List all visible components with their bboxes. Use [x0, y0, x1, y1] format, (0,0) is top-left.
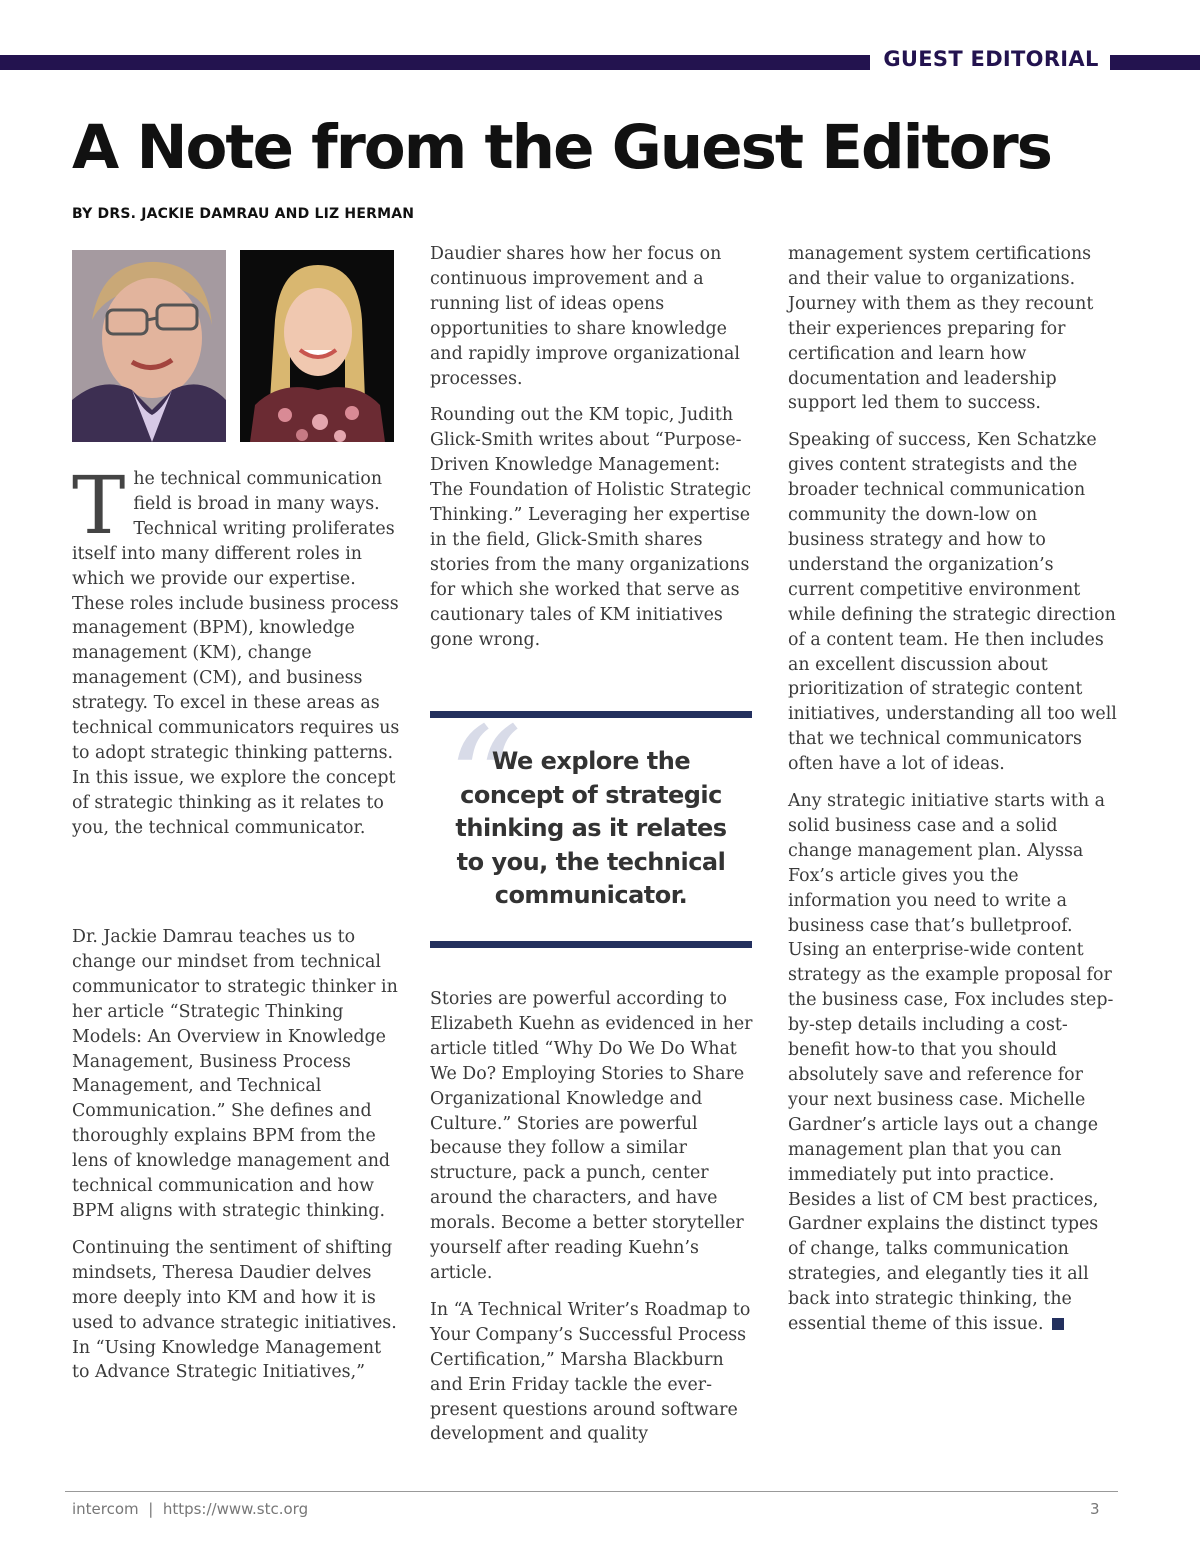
- byline: BY DRS. JACKIE DAMRAU AND LIZ HERMAN: [72, 206, 415, 222]
- portrait-illustration-2: [240, 250, 394, 442]
- paragraph-blackburn-friday: In “A Technical Writer’s Roadmap to Your Company’s Successful Process Certification,” Marsha Blackburn and Erin Friday tackle the ever-present questions around software development and quality: [430, 1299, 751, 1445]
- publication-name: intercom: [72, 1500, 139, 1518]
- pull-quote: We explore the concept of strategic thinking as it relates to you, the technical communicator.: [455, 747, 727, 909]
- section-label: GUEST EDITORIAL: [883, 47, 1099, 71]
- paragraph-fox-gardner: [788, 789, 1118, 1337]
- paragraph-certification-continued: management system certifications and their value to organizations. Journey with them as they recount their experiences preparing for certification and learn how documentation and leadership support led them to success.: [788, 244, 1094, 414]
- paragraph-schatzke: Speaking of success, Ken Schatzke gives content strategists and the broader technical communication community the down-low on business strategy and how to understand the organization’s current competitive environment while defining the strategic direction of a content team. He then includes an excellent discussion about prioritization of strategic content initiatives, understanding all too well that we technical communicators often have a lot of ideas.: [788, 430, 1117, 775]
- body-column-2-bottom: [430, 987, 755, 1459]
- paragraph-kuehn: Stories are powerful according to Elizabeth Kuehn as evidenced in her article titled “Why Do We Do What We Do? Employing Stories to Share Organizational Knowledge and Culture.” Stories are powerful because they follow a similar structure, pack a punch, center around the characters, and have morals. Become a better storyteller yourself after reading Kuehn’s article.: [430, 989, 753, 1283]
- author-photo-damrau: [72, 250, 226, 442]
- page-number: 3: [1090, 1500, 1100, 1518]
- body-column-3: [788, 242, 1118, 1349]
- drop-cap: T: [72, 459, 126, 552]
- footer-left: [72, 1500, 308, 1518]
- pull-quote-rule-bottom: [430, 941, 752, 948]
- paragraph-intro-text: he technical communication field is broad in many ways. Technical writing proliferates itself into many different roles in which we provide our expertise. These roles include business process management (BPM), knowledge management (KM), change management (CM), and business strategy. To excel in these areas as technical communicators requires us to adopt strategic thinking patterns. In this issue, we explore the concept of strategic thinking as it relates to you, the technical communicator.: [72, 469, 400, 838]
- paragraph-glick-smith: Rounding out the KM topic, Judith Glick-Smith writes about “Purpose-Driven Knowledge Management: The Foundation of Holistic Strategic Thinking.” Leveraging her expertise in the field, Glick-Smith shares stories from the many organizations for which she worked that serve as cautionary tales of KM initiatives gone wrong.: [430, 405, 752, 650]
- end-of-article-icon: [1052, 1318, 1064, 1330]
- header-rule-left: [0, 55, 870, 70]
- body-column-2-top: [430, 242, 755, 665]
- paragraph-daudier-continued: Daudier shares how her focus on continuous improvement and a running list of ideas opens opportunities to share knowledge and rapidly improve organizational processes.: [430, 244, 740, 389]
- body-column-1-top: [72, 459, 400, 853]
- quote-mark-icon: “: [446, 696, 523, 870]
- paragraph-fox-gardner-text: Any strategic initiative starts with a solid business case and a solid change management plan. Alyssa Fox’s article gives you the information you need to write a business case that’s bulletproof. Using an enterprise-wide content strategy as the example proposal for the business case, Fox includes step-by-step details including a cost-benefit how-to that you should absolutely save and reference for your next business case. Michelle Gardner’s article lays out a change management plan that you can immediately put into practice. Besides a list of CM best practices, Gardner explains the distinct types of change, talks communication strategies, and elegantly ties it all back into strategic thinking, the essential theme of this issue.: [788, 791, 1114, 1335]
- author-photo-herman: [240, 250, 394, 442]
- paragraph-intro: [72, 459, 400, 841]
- body-column-1-bottom: [72, 925, 400, 1397]
- footer-separator: |: [148, 1500, 154, 1518]
- paragraph-damrau: Dr. Jackie Damrau teaches us to change our mindset from technical communicator to strategic thinker in her article “Strategic Thinking Models: An Overview in Knowledge Management, Business Process Management, and Technical Communication.” She defines and thoroughly explains BPM from the lens of knowledge management and technical communication and how BPM aligns with strategic thinking.: [72, 927, 398, 1221]
- article-title: A Note from the Guest Editors: [72, 112, 1051, 183]
- publication-url[interactable]: https://www.stc.org: [162, 1500, 309, 1518]
- header-rule-right: [1110, 55, 1200, 70]
- paragraph-daudier: Continuing the sentiment of shifting mindsets, Theresa Daudier delves more deeply into KM and how it is used to advance strategic initiatives. In “Using Knowledge Management to Advance Strategic Initiatives,”: [72, 1237, 397, 1383]
- portrait-illustration-1: [72, 250, 226, 442]
- footer-rule: [65, 1491, 1118, 1492]
